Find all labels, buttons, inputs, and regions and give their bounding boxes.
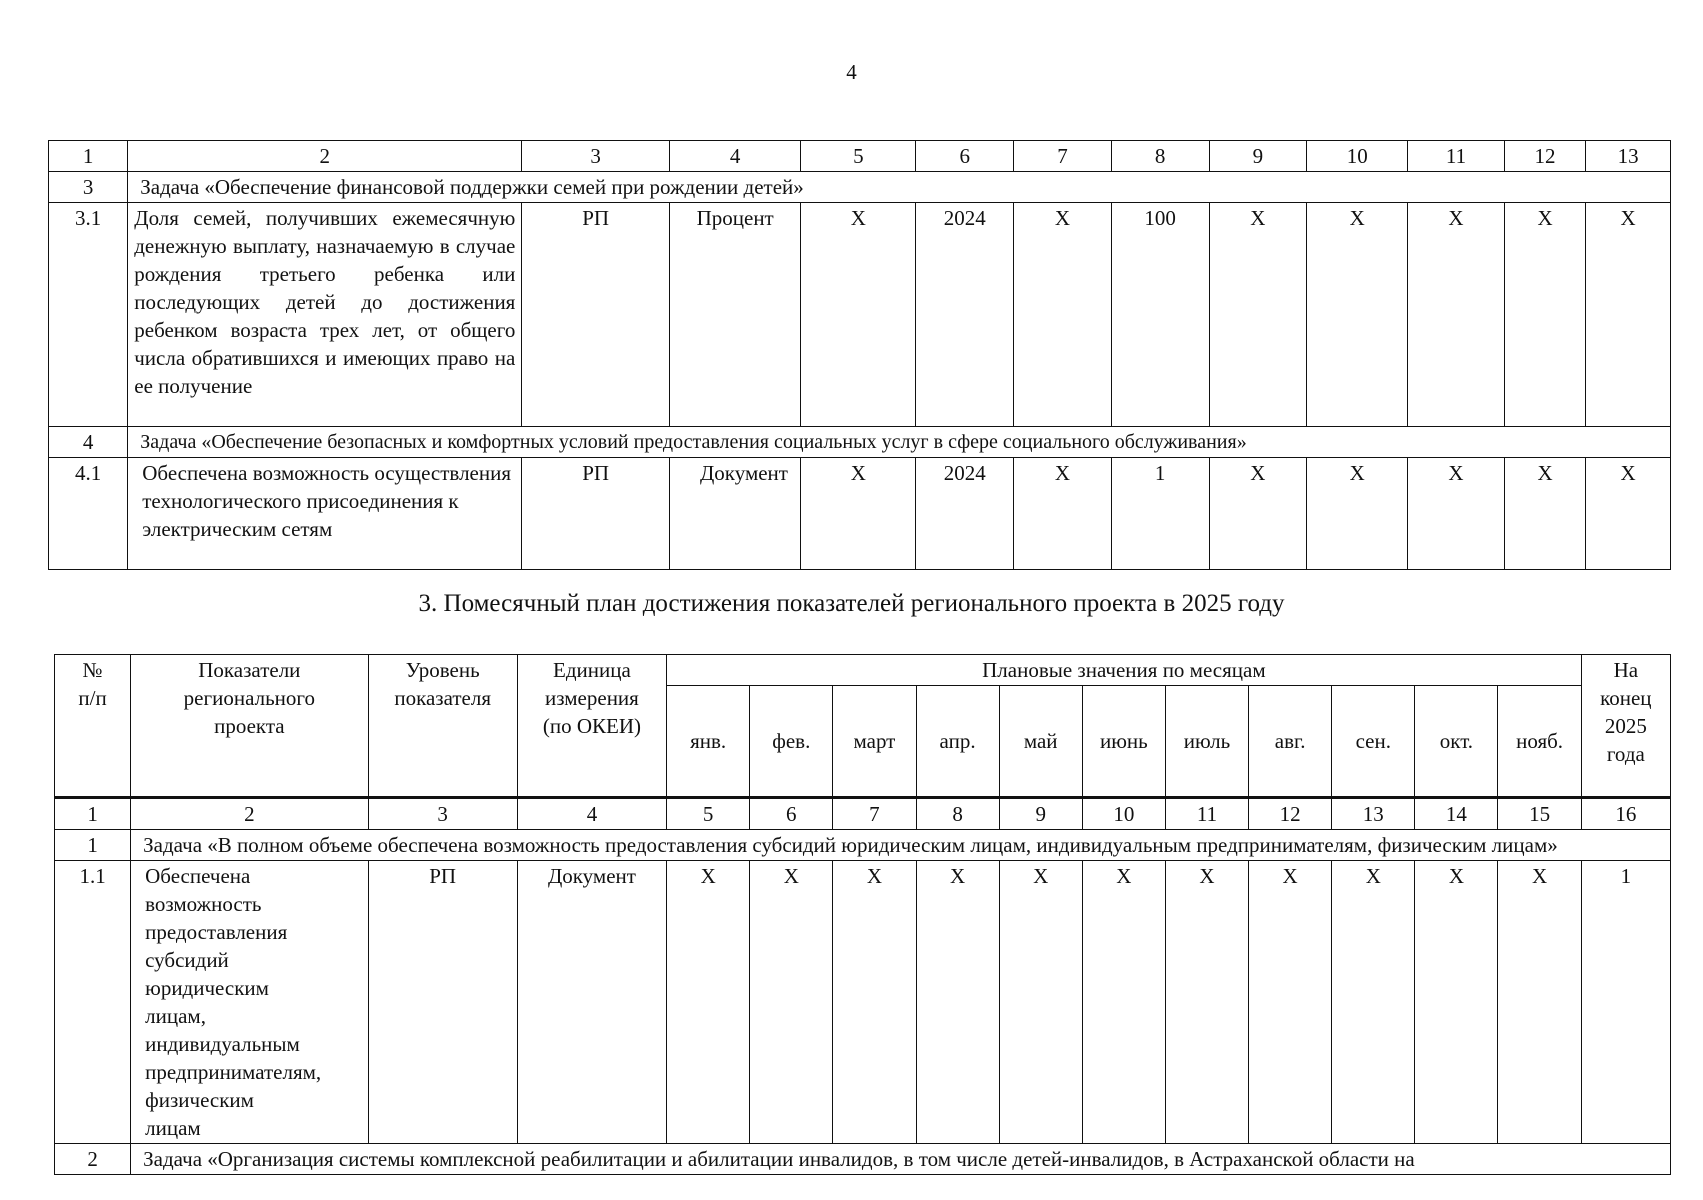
month-header: май — [999, 686, 1082, 798]
col-number: 2 — [131, 798, 368, 830]
task-title: Задача «Организация системы комплексной реабилитации и абилитации инвалидов, в том числе детей-инвалидов, в Астраханской области на — [131, 1144, 1671, 1175]
value-cell: 1 — [1111, 458, 1209, 570]
month-value: X — [1332, 861, 1415, 1144]
value-cell: X — [1586, 203, 1671, 427]
header-end: На конец 2025 года — [1581, 655, 1670, 798]
task-title: Задача «Обеспечение финансовой поддержки семей при рождении детей» — [128, 172, 1671, 203]
col-number: 4 — [517, 798, 666, 830]
value-cell: X — [1504, 203, 1585, 427]
col-number: 5 — [801, 141, 916, 172]
col-number: 3 — [522, 141, 670, 172]
value-cell: X — [1504, 458, 1585, 570]
value-cell: X — [1408, 458, 1505, 570]
task-number: 3 — [49, 172, 128, 203]
month-header: нояб. — [1498, 686, 1581, 798]
month-header: фев. — [750, 686, 833, 798]
month-value: X — [833, 861, 916, 1144]
month-header: янв. — [667, 686, 750, 798]
indicator-unit: Документ — [669, 458, 800, 570]
header-row — [55, 655, 1671, 686]
month-header: авг. — [1249, 686, 1332, 798]
value-cell: X — [801, 203, 916, 427]
task-number: 4 — [49, 427, 128, 458]
task-number: 2 — [55, 1144, 131, 1175]
indicators-table — [48, 140, 1671, 570]
col-number: 9 — [1209, 141, 1307, 172]
col-number: 5 — [667, 798, 750, 830]
value-cell: X — [1014, 203, 1112, 427]
indicator-number: 3.1 — [49, 203, 128, 427]
col-number: 11 — [1408, 141, 1505, 172]
value-cell: X — [1408, 203, 1505, 427]
col-number: 8 — [916, 798, 999, 830]
value-cell: X — [1307, 203, 1408, 427]
value-cell: 2024 — [916, 458, 1014, 570]
indicator-name: Обеспечена возможность предоставления субсидий юридическим лицам, индивидуальным предпринимателям, физическим лицам — [131, 861, 368, 1144]
page-number: 4 — [846, 60, 857, 84]
indicator-level: РП — [368, 861, 517, 1144]
col-number: 7 — [1014, 141, 1112, 172]
col-number: 9 — [999, 798, 1082, 830]
task-row — [55, 830, 1671, 861]
task-row — [55, 1144, 1671, 1175]
indicator-number: 1.1 — [55, 861, 131, 1144]
col-number: 12 — [1249, 798, 1332, 830]
header-unit: Единица измерения (по ОКЕИ) — [517, 655, 666, 798]
value-cell: X — [1209, 458, 1307, 570]
col-number: 1 — [49, 141, 128, 172]
col-number: 16 — [1581, 798, 1670, 830]
col-number: 3 — [368, 798, 517, 830]
month-value: X — [1165, 861, 1248, 1144]
column-numbers-row — [55, 798, 1671, 830]
month-header: сен. — [1332, 686, 1415, 798]
indicator-row — [55, 861, 1671, 1144]
col-number: 15 — [1498, 798, 1581, 830]
section-heading: 3. Помесячный план достижения показателей регионального проекта в 2025 году — [418, 590, 1285, 617]
col-number: 12 — [1504, 141, 1585, 172]
col-number: 2 — [128, 141, 522, 172]
month-header: апр. — [916, 686, 999, 798]
month-value: X — [1082, 861, 1165, 1144]
value-cell: 100 — [1111, 203, 1209, 427]
task-row — [49, 427, 1671, 458]
col-number: 11 — [1165, 798, 1248, 830]
col-number: 14 — [1415, 798, 1498, 830]
col-number: 6 — [916, 141, 1014, 172]
value-cell: 2024 — [916, 203, 1014, 427]
month-value: X — [1249, 861, 1332, 1144]
col-number: 13 — [1332, 798, 1415, 830]
value-cell: X — [1014, 458, 1112, 570]
month-header: июль — [1165, 686, 1248, 798]
value-cell: X — [1209, 203, 1307, 427]
month-value: X — [667, 861, 750, 1144]
monthly-plan-table — [54, 654, 1671, 1175]
col-number: 13 — [1586, 141, 1671, 172]
month-value: X — [999, 861, 1082, 1144]
indicator-number: 4.1 — [49, 458, 128, 570]
value-cell: X — [1307, 458, 1408, 570]
indicator-row — [49, 458, 1671, 570]
col-number: 1 — [55, 798, 131, 830]
task-row — [49, 172, 1671, 203]
value-cell: X — [1586, 458, 1671, 570]
col-number: 10 — [1082, 798, 1165, 830]
month-header: март — [833, 686, 916, 798]
indicator-unit: Документ — [517, 861, 666, 1144]
month-value: X — [750, 861, 833, 1144]
value-cell: X — [801, 458, 916, 570]
month-header: июнь — [1082, 686, 1165, 798]
indicator-unit: Процент — [669, 203, 800, 427]
task-title: Задача «Обеспечение безопасных и комфортных условий предоставления социальных услуг в сфере социального обслуживания» — [128, 427, 1671, 458]
end-value: 1 — [1581, 861, 1670, 1144]
column-numbers-row — [49, 141, 1671, 172]
task-number: 1 — [55, 830, 131, 861]
header-num: № п/п — [55, 655, 131, 798]
col-number: 4 — [669, 141, 800, 172]
header-indicator: Показатели регионального проекта — [131, 655, 368, 798]
col-number: 6 — [750, 798, 833, 830]
col-number: 7 — [833, 798, 916, 830]
col-number: 10 — [1307, 141, 1408, 172]
indicator-name: Обеспечена возможность осуществления технологического присоединения к электрическим сетям — [128, 458, 522, 570]
header-level: Уровень показателя — [368, 655, 517, 798]
month-value: X — [916, 861, 999, 1144]
month-header: окт. — [1415, 686, 1498, 798]
indicator-row — [49, 203, 1671, 427]
month-value: X — [1415, 861, 1498, 1144]
col-number: 8 — [1111, 141, 1209, 172]
task-title: Задача «В полном объеме обеспечена возможность предоставления субсидий юридическим лицам, индивидуальным предпринимателям, физическим лицам» — [131, 830, 1671, 861]
month-value: X — [1498, 861, 1581, 1144]
indicator-name: Доля семей, получивших ежемесячную денежную выплату, назначаемую в случае рождения третьего ребенка или последующих детей до достижения ребенком возраста трех лет, от общего числа обратившихся и имеющих право на ее получение — [128, 203, 522, 427]
indicator-level: РП — [522, 203, 670, 427]
indicator-level: РП — [522, 458, 670, 570]
header-plan: Плановые значения по месяцам — [667, 655, 1582, 686]
